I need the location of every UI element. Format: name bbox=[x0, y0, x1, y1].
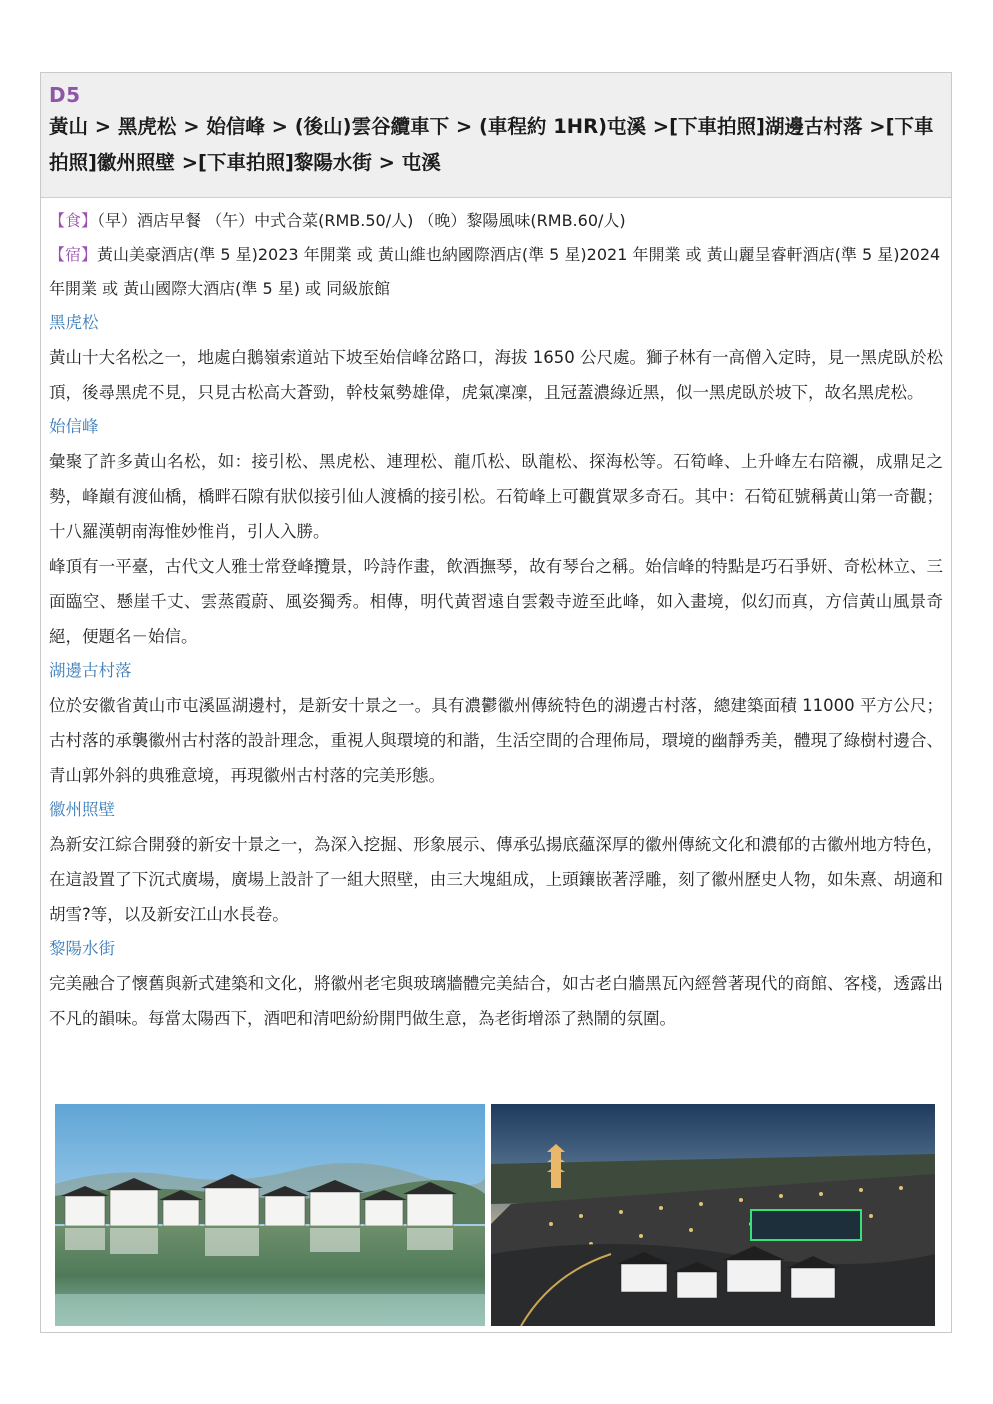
section-paragraph: 完美融合了懷舊與新式建築和文化，將徽州老宅與玻璃牆體完美結合，如古老白牆黑瓦內經營著現代的商館、客棧，透露出不凡的韻味。每當太陽西下，酒吧和清吧紛紛開門做生意，為老街增添了熱鬧的氛圍。 bbox=[49, 974, 943, 1028]
section-paragraph: 為新安江綜合開發的新安十景之一，為深入挖掘、形象展示、傳承弘揚底蘊深厚的徽州傳統文化和濃郁的古徽州地方特色，在這設置了下沉式廣場，廣場上設計了一組大照壁，由三大塊組成，上頭鑲嵌著浮雕，刻了徽州歷史人物，如朱熹、胡適和胡雪?等，以及新安江山水長卷。 bbox=[49, 835, 943, 924]
lakeside-village-photo bbox=[55, 1104, 485, 1326]
lodging-tag: 【宿】 bbox=[49, 245, 98, 264]
meals-text: （早）酒店早餐 （午）中式合菜(RMB.50/人) （晚）黎陽風味(RMB.60/人) bbox=[97, 211, 626, 230]
section-title: 黎陽水街 bbox=[49, 939, 115, 958]
meals-tag: 【食】 bbox=[49, 211, 98, 230]
section-liyang-water-street bbox=[49, 932, 943, 1036]
section-paragraph: 彙聚了許多黃山名松，如：接引松、黑虎松、連理松、龍爪松、臥龍松、探海松等。石筍峰、上升峰左右陪襯，成鼎足之勢，峰巔有渡仙橋，橋畔石隙有狀似接引仙人渡橋的接引松。石筍峰上可觀賞眾多奇石。其中：石筍矼號稱黃山第一奇觀；十八羅漢朝南海惟妙惟肖，引人入勝。 bbox=[49, 452, 943, 541]
meals-line bbox=[49, 204, 943, 238]
itinerary-day-card bbox=[40, 72, 952, 1333]
water-street-night-photo bbox=[491, 1104, 935, 1326]
section-title: 徽州照壁 bbox=[49, 800, 115, 819]
section-hubian-village bbox=[49, 654, 943, 793]
section-shixin-peak bbox=[49, 410, 943, 654]
section-huizhou-screen-wall bbox=[49, 793, 943, 932]
day-body bbox=[41, 198, 951, 1036]
section-paragraph: 位於安徽省黃山市屯溪區湖邊村，是新安十景之一。具有濃鬱徽州傳統特色的湖邊古村落，總建築面積 11000 平方公尺；古村落的承襲徽州古村落的設計理念，重視人與環境的和諧，生活空間的合理佈局，環境的幽靜秀美，體現了綠樹村邊合、青山郭外斜的典雅意境，再現徽州古村落的完美形態。 bbox=[49, 696, 943, 785]
lodging-line bbox=[49, 238, 943, 306]
section-title: 黑虎松 bbox=[49, 313, 99, 332]
section-paragraph: 峰頂有一平臺，古代文人雅士常登峰攬景，吟詩作畫，飲酒撫琴，故有琴台之稱。始信峰的特點是巧石爭妍、奇松林立、三面臨空、懸崖千丈、雲蒸霞蔚、風姿獨秀。相傳，明代黃習遠自雲穀寺遊至此峰，如入畫境，似幻而真，方信黃山風景奇絕，便題名－始信。 bbox=[49, 557, 943, 646]
section-title: 湖邊古村落 bbox=[49, 661, 132, 680]
photo-strip bbox=[55, 1104, 935, 1326]
lodging-text: 黃山美豪酒店(準 5 星)2023 年開業 或 黃山維也納國際酒店(準 5 星)2021 年開業 或 黃山麗呈睿軒酒店(準 5 星)2024 年開業 或 黃山國際大酒店(準 5 星) 或 同級旅館 bbox=[49, 245, 941, 298]
day-label: D5 bbox=[49, 83, 81, 107]
route-title: 黃山 > 黑虎松 > 始信峰 > (後山)雲谷纜車下 > (車程約 1HR)屯溪 >[下車拍照]湖邊古村落 >[下車拍照]徽州照壁 >[下車拍照]黎陽水街 > 屯溪 bbox=[49, 115, 934, 174]
section-black-tiger-pine bbox=[49, 306, 943, 410]
day-header bbox=[41, 73, 951, 198]
section-title: 始信峰 bbox=[49, 417, 99, 436]
section-paragraph: 黃山十大名松之一，地處白鵝嶺索道站下坡至始信峰岔路口，海拔 1650 公尺處。獅子林有一高僧入定時，見一黑虎臥於松頂，後尋黑虎不見，只見古松高大蒼勁，幹枝氣勢雄偉，虎氣凜凜，且冠蓋濃綠近黑，似一黑虎臥於坡下，故名黑虎松。 bbox=[49, 348, 943, 402]
